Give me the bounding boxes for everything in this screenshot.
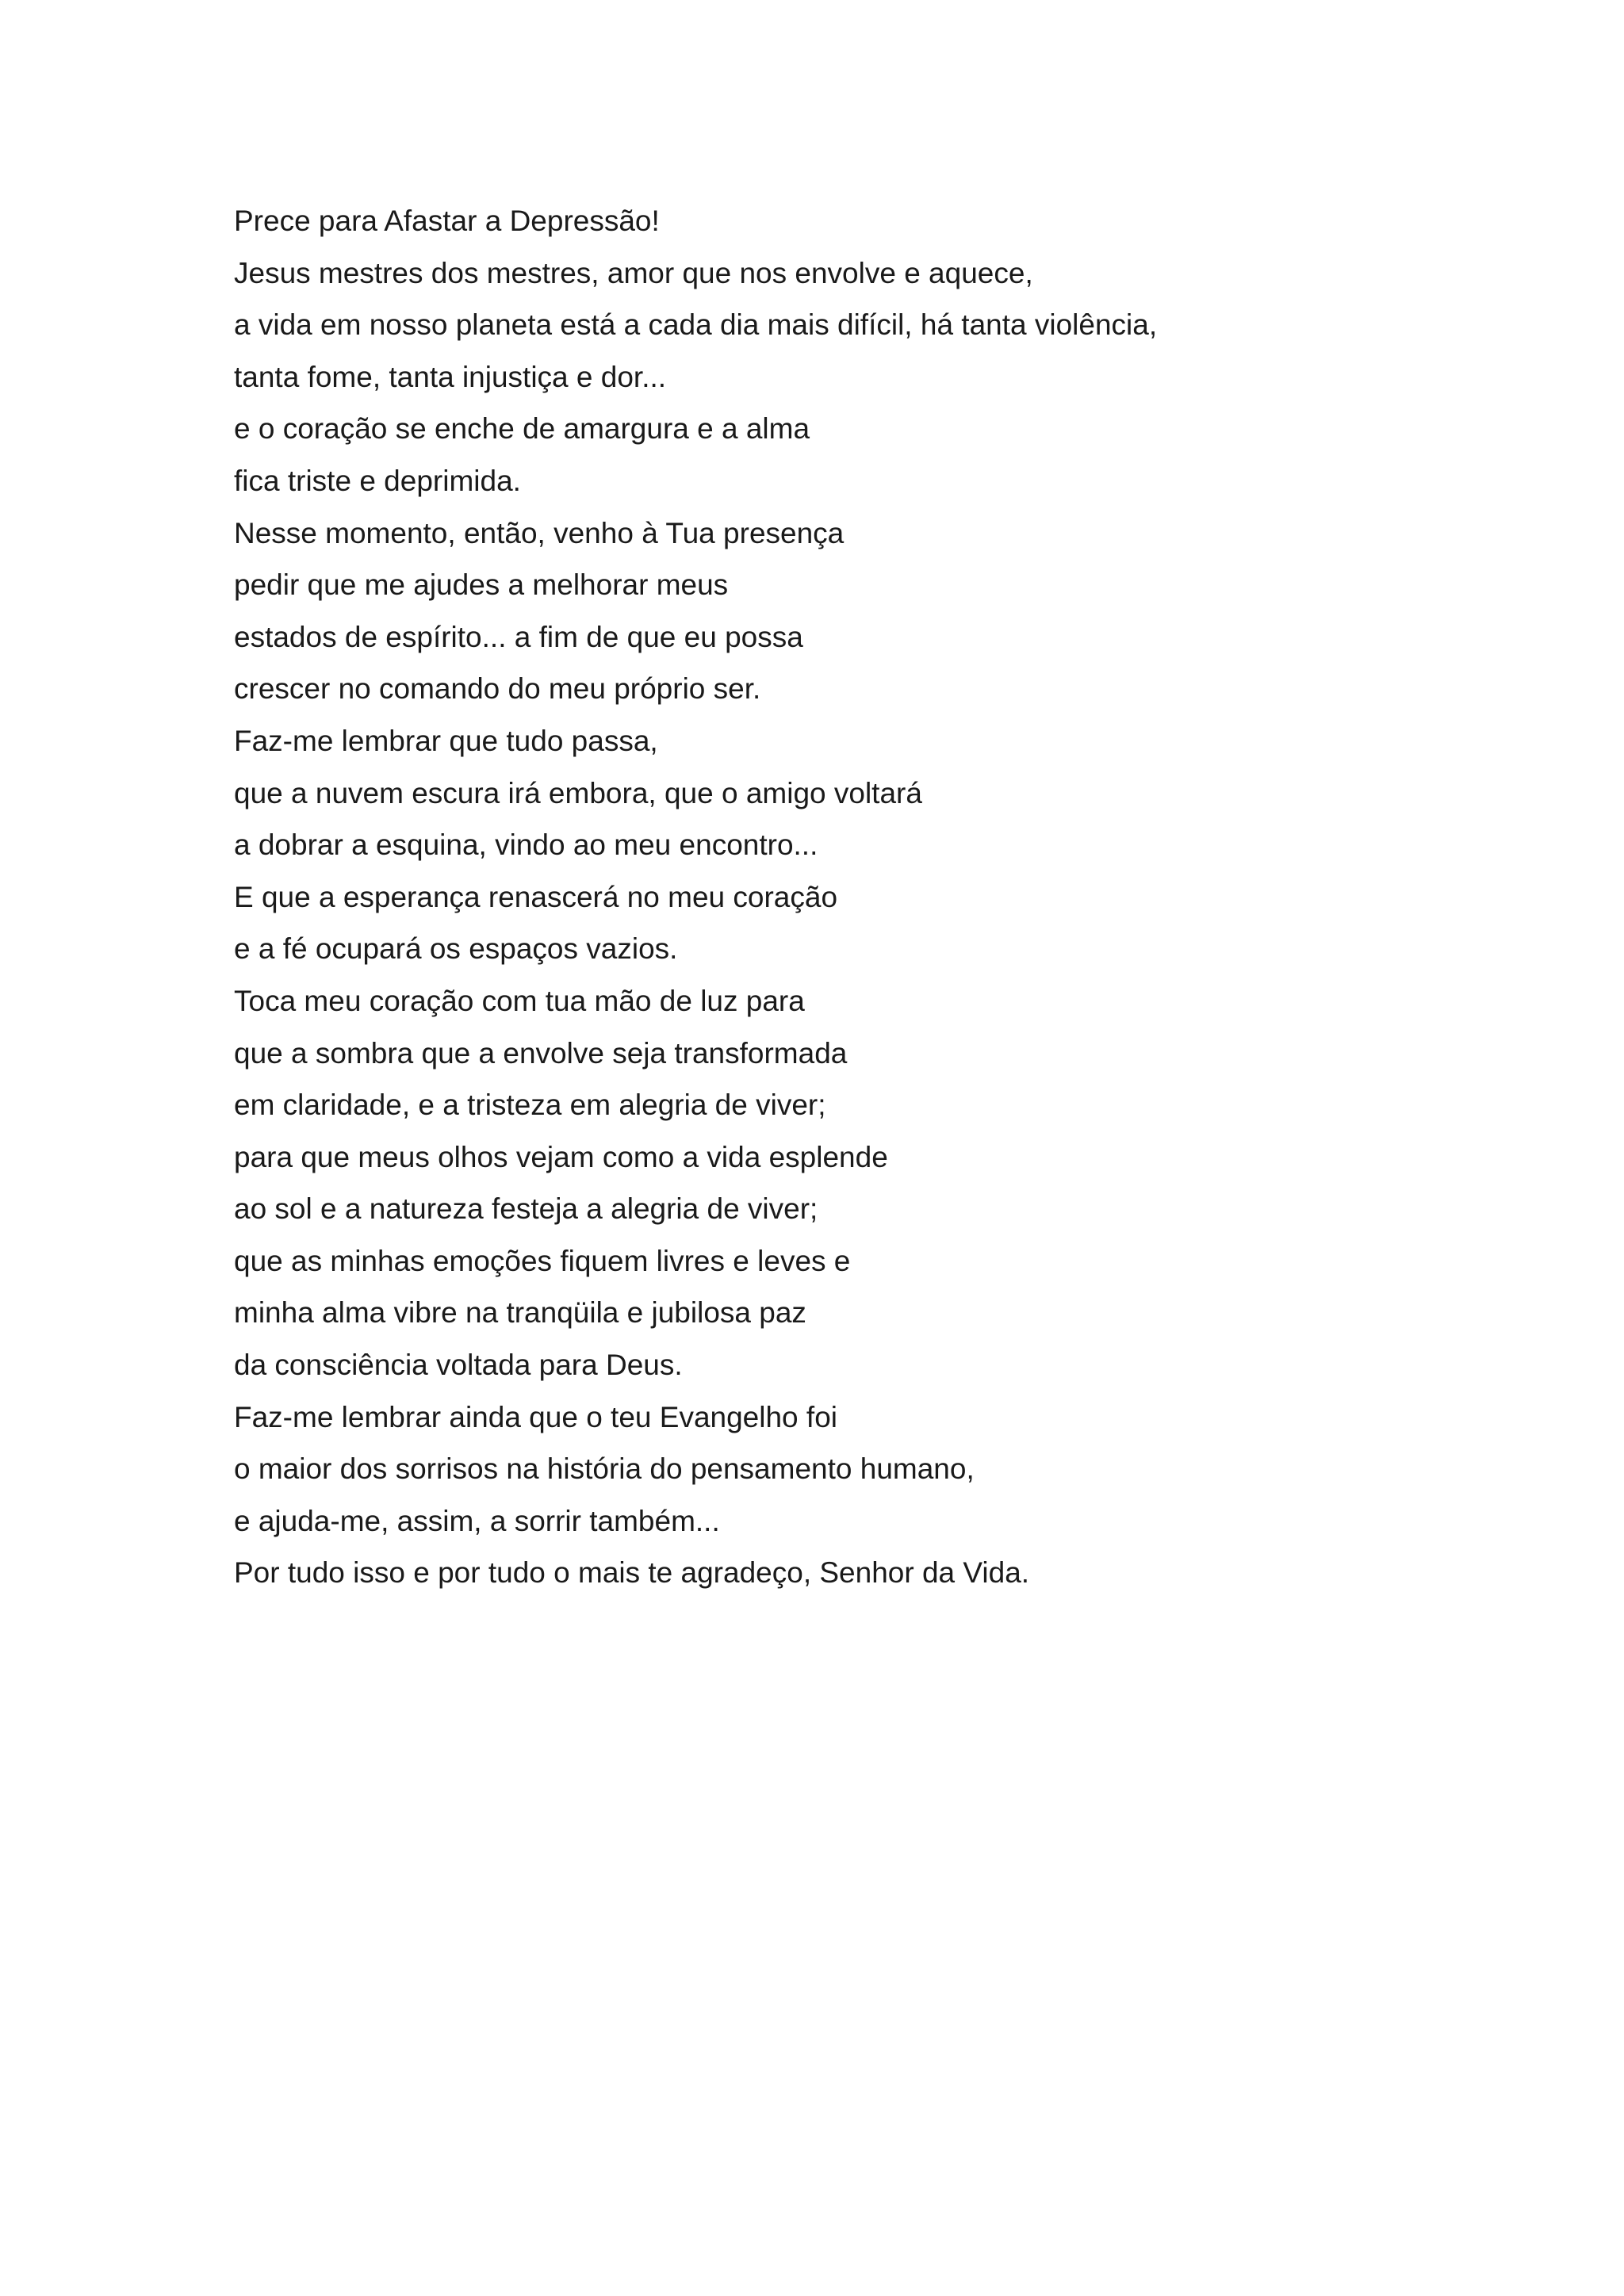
text-line: da consciência voltada para Deus.	[234, 1349, 683, 1382]
text-line: e ajuda-me, assim, a sorrir também...	[234, 1504, 720, 1537]
text-line: fica triste e deprimida.	[234, 464, 521, 497]
text-line: que as minhas emoções fiquem livres e leves e	[234, 1244, 851, 1277]
text-line: E que a esperança renascerá no meu coração	[234, 880, 838, 913]
text-line: tanta fome, tanta injustiça e dor...	[234, 360, 667, 393]
text-line: Jesus mestres dos mestres, amor que nos envolve e aquece,	[234, 256, 1033, 289]
text-line: e o coração se enche de amargura e a alma	[234, 412, 810, 446]
text-line: minha alma vibre na tranqüila e jubilosa paz	[234, 1296, 806, 1330]
text-line: crescer no comando do meu próprio ser.	[234, 672, 761, 706]
text-line: e a fé ocupará os espaços vazios.	[234, 932, 678, 966]
text-line: Toca meu coração com tua mão de luz para	[234, 984, 805, 1017]
text-line: a dobrar a esquina, vindo ao meu encontro...	[234, 828, 818, 862]
text-line: para que meus olhos vejam como a vida esplende	[234, 1140, 888, 1173]
text-line: o maior dos sorrisos na história do pensamento humano,	[234, 1452, 975, 1486]
text-line: Por tudo isso e por tudo o mais te agradeço, Senhor da Vida.	[234, 1556, 1030, 1590]
text-line: que a nuvem escura irá embora, que o amigo voltará	[234, 776, 922, 809]
text-line: Nesse momento, então, venho à Tua presença	[234, 516, 845, 549]
text-line: Faz-me lembrar ainda que o teu Evangelho foi	[234, 1400, 837, 1433]
text-line: em claridade, e a tristeza em alegria de viver;	[234, 1089, 826, 1122]
text-line: a vida em nosso planeta está a cada dia mais difícil, há tanta violência,	[234, 308, 1158, 342]
text-line: que a sombra que a envolve seja transformada	[234, 1036, 848, 1070]
prayer-text	[234, 195, 1542, 1599]
text-line: pedir que me ajudes a melhorar meus	[234, 568, 729, 602]
document-title: Prece para Afastar a Depressão!	[234, 205, 660, 237]
text-line: ao sol e a natureza festeja a alegria de viver;	[234, 1192, 818, 1226]
text-line: Faz-me lembrar que tudo passa,	[234, 724, 658, 757]
text-line: estados de espírito... a fim de que eu possa	[234, 620, 803, 653]
